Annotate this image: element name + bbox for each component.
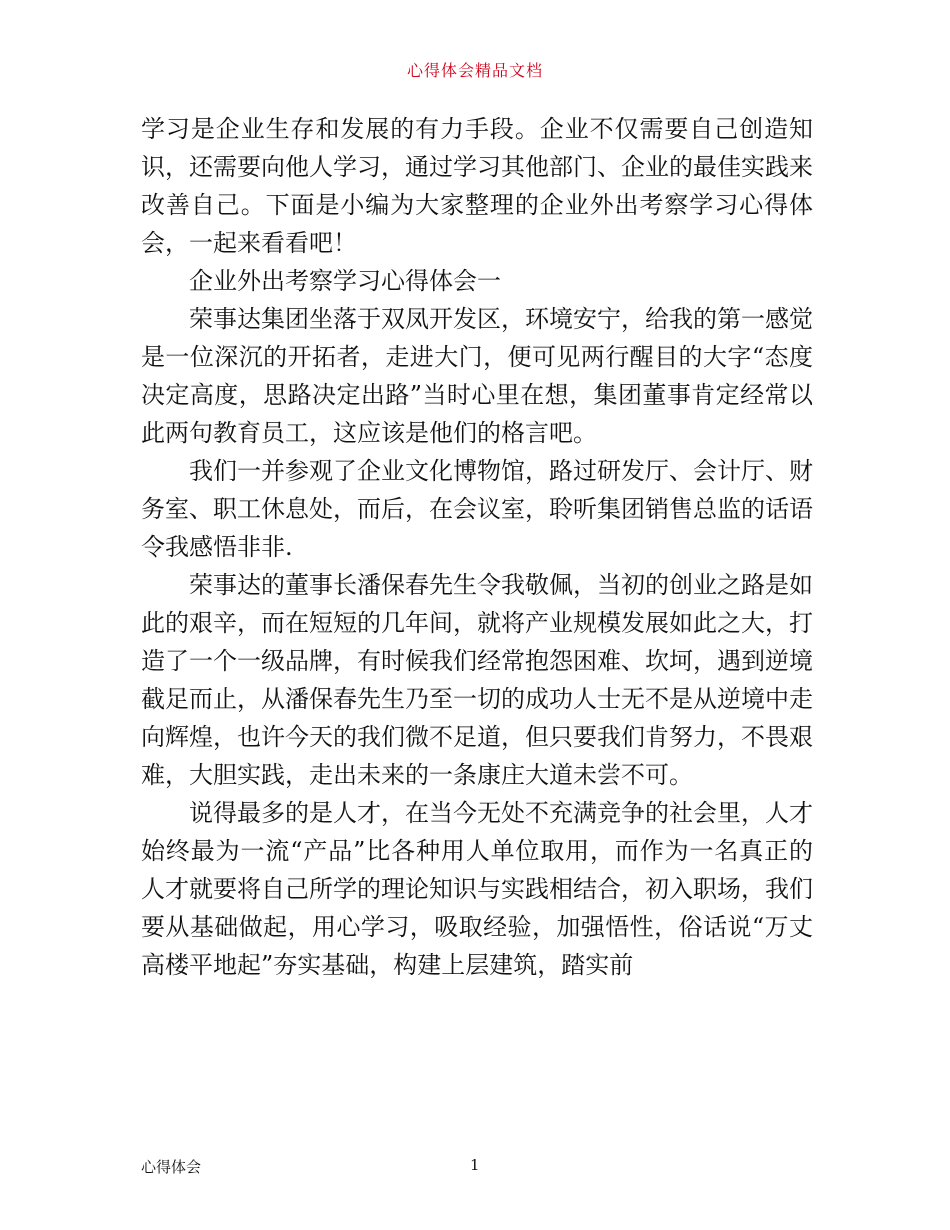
footer-label: 心得体会 [141, 1158, 202, 1176]
body-paragraph-1: 荣事达集团坐落于双凤开发区，环境安宁，给我的第一感觉是一位深沉的开拓者，走进大门，便可见两行醒目的大字“态度决定高度，思路决定出路”当时心里在想，集团董事肯定经常以此两句教育员工，这应该是他们的格言吧。 [141, 305, 813, 447]
body-paragraph-4: 说得最多的是人才，在当今无处不充满竞争的社会里，人才始终最为一流“产品”比各种用人单位取用，而作为一名真正的人才就要将自己所学的理论知识与实践相结合，初入职场，我们要从基础做起，用心学习，吸取经验，加强悟性，俗话说“万丈高楼平地起”夯实基础，构建上层建筑，踏实前 [141, 799, 813, 979]
intro-paragraph: 学习是企业生存和发展的有力手段。企业不仅需要自己创造知识，还需要向他人学习，通过学习其他部门、企业的最佳实践来改善自己。下面是小编为大家整理的企业外出考察学习心得体会，一起来看看吧！ [141, 115, 813, 257]
section-title: 企业外出考察学习心得体会一 [189, 267, 501, 295]
page-header-title: 心得体会精品文档 [406, 61, 543, 80]
body-paragraph-2: 我们一并参观了企业文化博物馆，路过研发厅、会计厅、财务室、职工休息处，而后，在会议室，聆听集团销售总监的话语令我感悟非非. [141, 457, 813, 561]
document-body [141, 110, 813, 984]
page-number: 1 [470, 1156, 480, 1174]
body-paragraph-3: 荣事达的董事长潘保春先生令我敬佩，当初的创业之路是如此的艰辛，而在短短的几年间，就将产业规模发展如此之大，打造了一个一级品牌，有时候我们经常抱怨困难、坎坷，遇到逆境截足而止，从潘保春先生乃至一切的成功人士无不是从逆境中走向辉煌，也许今天的我们微不足道，但只要我们肯努力，不畏艰难，大胆实践，走出未来的一条康庄大道未尝不可。 [141, 571, 813, 789]
